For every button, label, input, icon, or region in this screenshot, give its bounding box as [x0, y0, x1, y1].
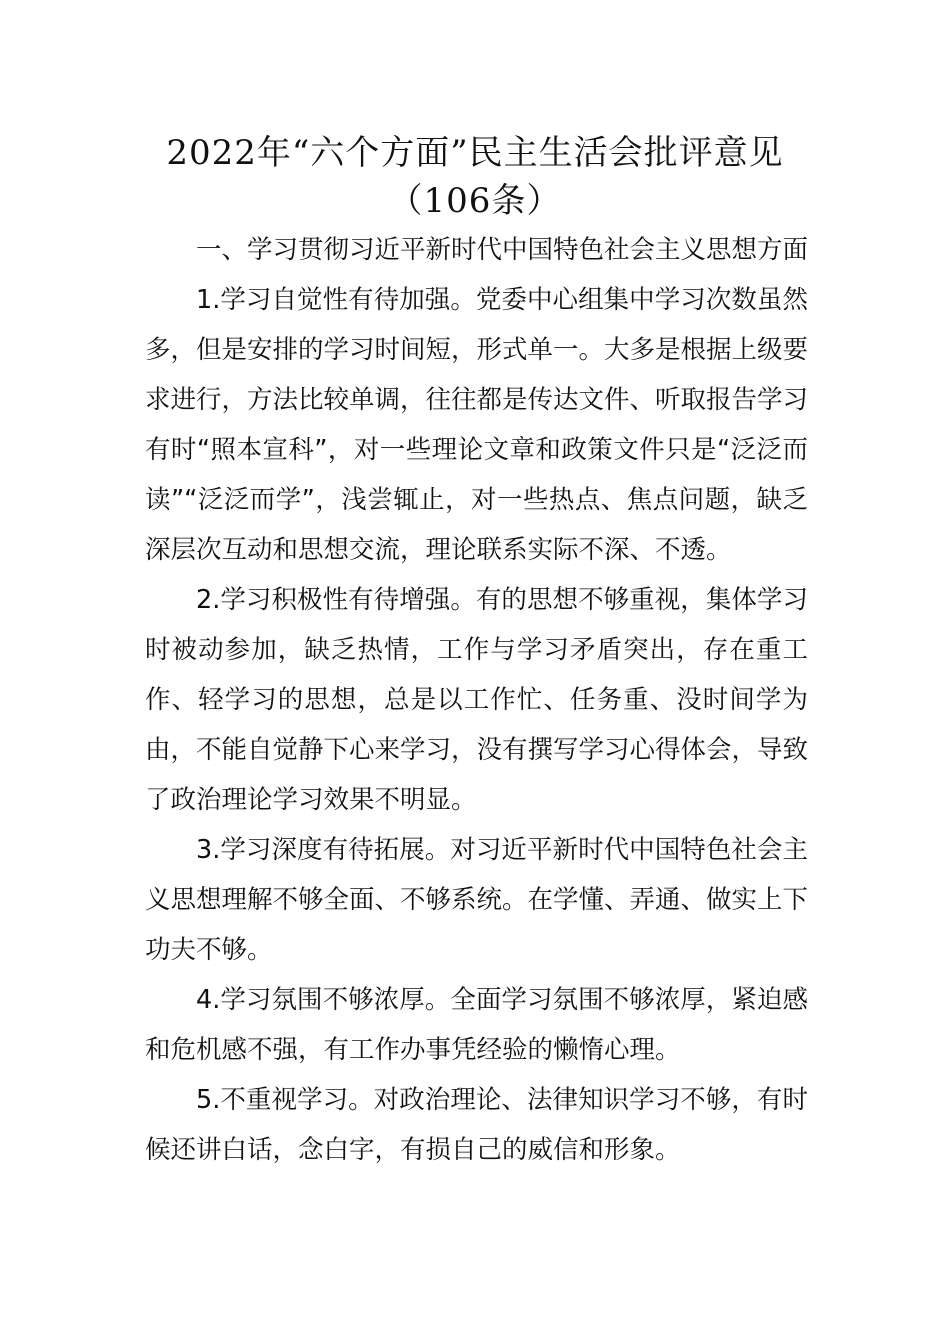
section-heading: 一、学习贯彻习近平新时代中国特色社会主义思想方面: [196, 235, 809, 265]
document-body: [145, 225, 808, 1175]
paragraph-4: 4.学习氛围不够浓厚。全面学习氛围不够浓厚，紧迫感和危机感不强，有工作办事凭经验的懒惰心理。: [145, 985, 808, 1065]
paragraph-1: 1.学习自觉性有待加强。党委中心组集中学习次数虽然多，但是安排的学习时间短，形式单一。大多是根据上级要求进行，方法比较单调，往往都是传达文件、听取报告学习有时“照本宣科”，对一些理论文章和政策文件只是“泛泛而读”“泛泛而学”，浅尝辄止，对一些热点、焦点问题，缺乏深层次互动和思想交流，理论联系实际不深、不透。: [145, 285, 809, 565]
paragraph-3: 3.学习深度有待拓展。对习近平新时代中国特色社会主义思想理解不够全面、不够系统。在学懂、弄通、做实上下功夫不够。: [145, 835, 809, 965]
document-title-count: （106条）: [388, 181, 562, 221]
paragraph-2: 2.学习积极性有待增强。有的思想不够重视，集体学习时被动参加，缺乏热情，工作与学习矛盾突出，存在重工作、轻学习的思想，总是以工作忙、任务重、没时间学为由，不能自觉静下心来学习，没有撰写学习心得体会，导致了政治理论学习效果不明显。: [145, 585, 809, 815]
document-title: 2022年“六个方面”民主生活会批评意见: [166, 133, 784, 173]
paragraph-5: 5.不重视学习。对政治理论、法律知识学习不够，有时候还讲白话，念白字，有损自己的威信和形象。: [145, 1085, 808, 1165]
